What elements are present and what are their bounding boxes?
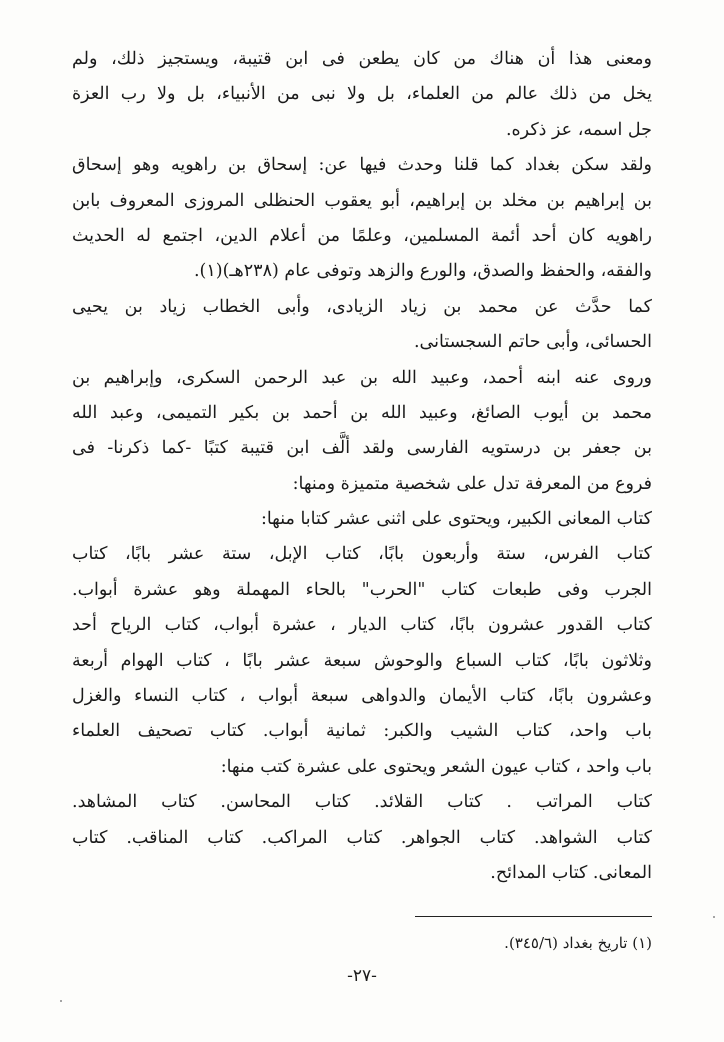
text-line: بن إبراهيم بن مخلد بن إبراهيم، أبو يعقوب الحنظلى المروزى المعروف بابن [72,190,652,211]
text-line: ولقد سكن بغداد كما قلنا وحدث فيها عن: إسحاق بن راهويه وهو إسحاق [72,155,652,176]
scan-speck [60,1000,62,1002]
footnote: (١) تاريخ بغداد (٣٤٥/٦). [504,934,652,952]
text-line: وعشرون بابًا، كتاب الأيمان والدواهى سبعة أبواب ، كتاب النساء والغزل [72,686,652,707]
text-line: كتاب القدور عشرون بابًا، كتاب الديار ، عشرة أبواب، كتاب الرياح أحد [72,615,652,636]
text-line: يخل من ذلك عالم من العلماء، بل ولا نبى من الأنبياء، بل ولا رب العزة [72,84,652,105]
text-line: والفقه، والحفظ والصدق، والورع والزهد وتوفى عام (٢٣٨هـ)(١). [193,261,652,282]
text-line: وروى عنه ابنه أحمد، وعبيد الله بن عبد الرحمن السكرى، وإبراهيم بن [72,367,652,388]
text-line: كتاب الفرس، ستة وأربعون بابًا، كتاب الإبل، ستة عشر بابًا، كتاب [72,544,652,565]
text-line: باب واحد، كتاب الشيب والكبر: ثمانية أبواب. كتاب تصحيف العلماء [72,721,652,742]
footnote-separator [415,916,652,917]
scan-speck [713,916,715,918]
text-line: الجرب وفى طبعات كتاب "الحرب" بالحاء المهملة وهو عشرة أبواب. [72,579,652,600]
text-line: ومعنى هذا أن هناك من كان يطعن فى ابن قتيبة، ويستجيز ذلك، ولم [72,49,652,69]
text-line: الحسائى، وأبى حاتم السجستانى. [413,332,652,353]
text-line: كتاب المراتب . كتاب القلائد. كتاب المحاسن. كتاب المشاهد. [72,792,652,813]
text-line: كتاب الشواهد. كتاب الجواهر. كتاب المراكب. كتاب المناقب. كتاب [72,827,652,848]
page-number: -٢٧- [347,966,377,986]
text-line: باب واحد ، كتاب عيون الشعر ويحتوى على عشرة كتب منها: [220,756,652,777]
text-line: بن جعفر بن درستويه الفارسى ولقد ألَّف ابن قتيبة كتبًا -كما ذكرنا- فى [72,438,652,459]
body-text [72,42,652,891]
text-line: كتاب المعانى الكبير، ويحتوى على اثنى عشر كتابا منها: [260,509,652,530]
text-line: محمد بن أيوب الصائغ، وعبيد الله بن أحمد بن بكير التميمى، وعبد الله [72,402,652,423]
text-line: راهويه كان أحد أئمة المسلمين، وعلمًا من أعلام الدين، اجتمع له الحديث [72,225,652,246]
text-line: المعانى. كتاب المدائح. [490,862,652,883]
text-line: وثلاثون بابًا، كتاب السباع والوحوش سبعة عشر بابًا ، كتاب الهوام أربعة [72,650,652,671]
text-line: كما حدَّث عن محمد بن زياد الزيادى، وأبى الخطاب زياد بن يحيى [72,296,652,317]
text-line: فروع من المعرفة تدل على شخصية متميزة ومنها: [292,473,652,494]
text-line: جل اسمه، عز ذكره. [505,119,652,140]
